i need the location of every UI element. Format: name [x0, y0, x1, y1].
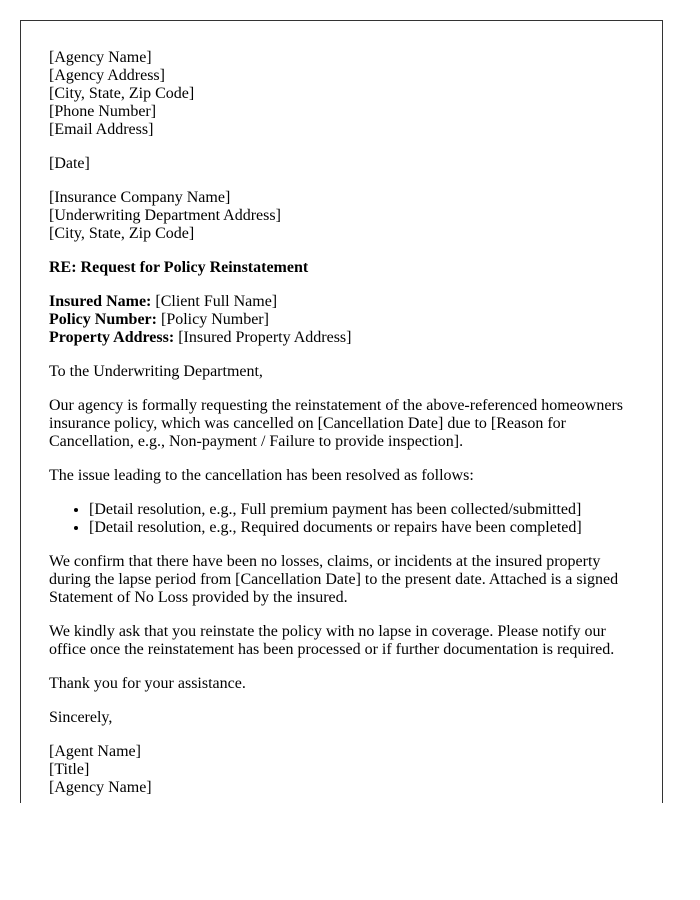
recipient-line: [Insurance Company Name] — [49, 189, 231, 206]
resolution-list — [49, 501, 634, 537]
sender-line: [Agency Address] — [49, 67, 165, 84]
sender-block — [49, 49, 634, 139]
signature-block — [49, 743, 634, 797]
closing: Sincerely, — [49, 709, 113, 726]
sender-line: [Agency Name] — [49, 49, 152, 66]
thanks-line: Thank you for your assistance. — [49, 675, 246, 692]
property-value: [Insured Property Address] — [174, 329, 352, 346]
policy-value: [Policy Number] — [156, 311, 269, 328]
recipient-line: [Underwriting Department Address] — [49, 207, 281, 224]
property-label: Property Address: — [49, 329, 175, 346]
recipient-line: [City, State, Zip Code] — [49, 225, 195, 242]
signature-line: [Title] — [49, 761, 90, 778]
signature-line: [Agency Name] — [49, 779, 152, 796]
paragraph-resolution-intro: The issue leading to the cancellation has been resolved as follows: — [49, 467, 474, 484]
subject-line: RE: Request for Policy Reinstatement — [49, 259, 309, 276]
insured-value: [Client Full Name] — [151, 293, 278, 310]
letter-date: [Date] — [49, 155, 90, 172]
sender-line: [Email Address] — [49, 121, 154, 138]
paragraph-no-loss: We confirm that there have been no losses, claims, or incidents at the insured property during the lapse period from [Cancellation Date] to the present date. Attached is a signed Statement of No Loss provided by the insured. — [49, 553, 619, 606]
policy-label: Policy Number: — [49, 311, 157, 328]
letter-page — [20, 20, 663, 803]
recipient-block — [49, 189, 634, 243]
signature-line: [Agent Name] — [49, 743, 141, 760]
salutation: To the Underwriting Department, — [49, 363, 263, 380]
insured-label: Insured Name: — [49, 293, 152, 310]
sender-line: [City, State, Zip Code] — [49, 85, 195, 102]
sender-line: [Phone Number] — [49, 103, 157, 120]
list-item: • [Detail resolution, e.g., Full premium payment has been collected/submitted] — [89, 501, 634, 519]
policy-details — [49, 293, 634, 347]
paragraph-request-reinstate: We kindly ask that you reinstate the policy with no lapse in coverage. Please notify our office once the reinstatement has been processed or if further documentation is required. — [49, 623, 615, 658]
paragraph-request: Our agency is formally requesting the reinstatement of the above-referenced homeowners insurance policy, which was cancelled on [Cancellation Date] due to [Reason for Cancellation, e.g., Non-payment / Failure to provide inspection]. — [49, 397, 623, 450]
list-item: • [Detail resolution, e.g., Required documents or repairs have been completed] — [89, 519, 634, 537]
